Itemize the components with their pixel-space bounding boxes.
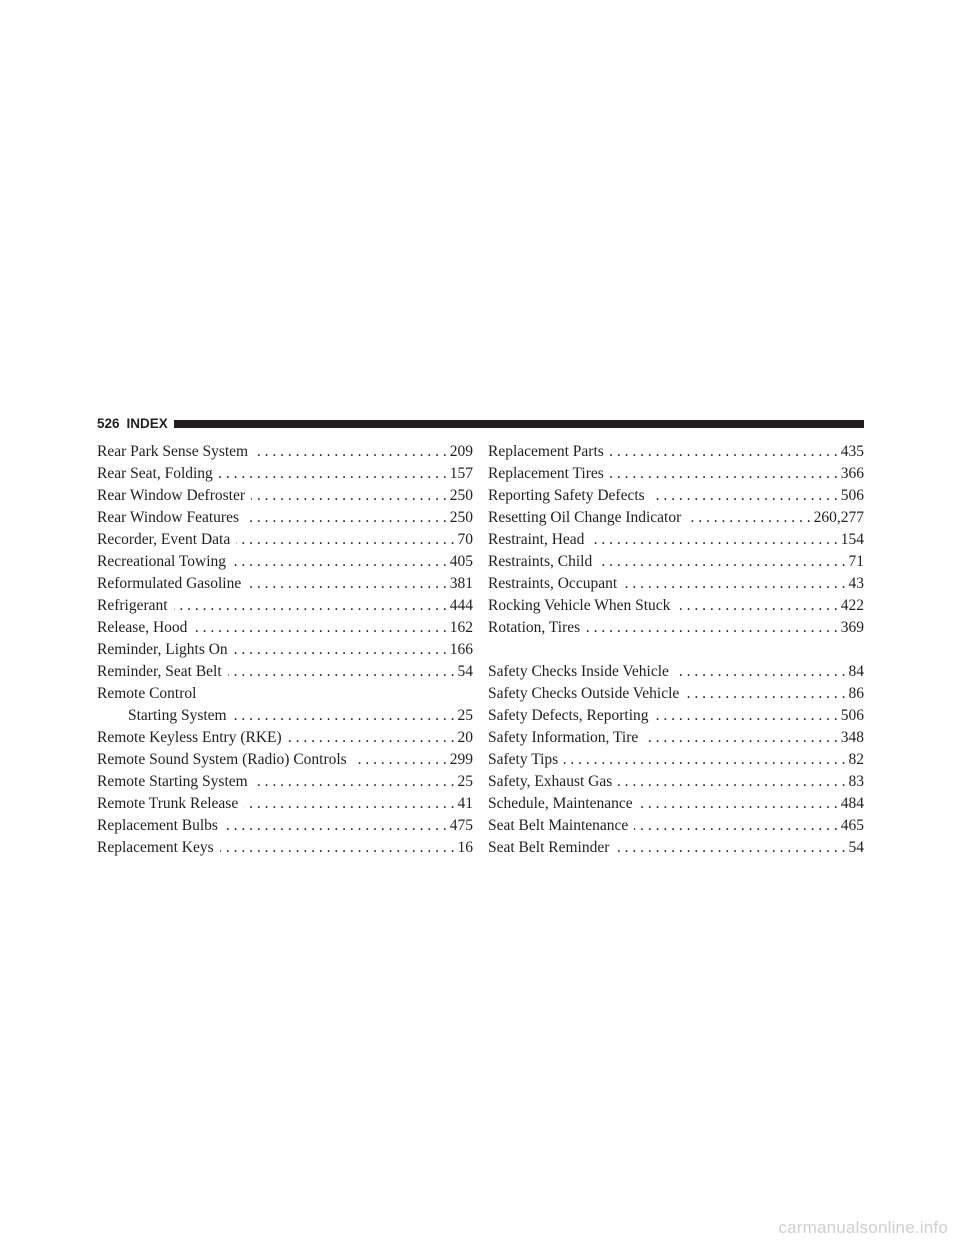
index-page-ref: 70 [457, 531, 473, 548]
index-entry [97, 573, 473, 595]
dot-leader [254, 441, 447, 463]
index-term: Safety, Exhaust Gas [488, 773, 613, 790]
index-term: Rotation, Tires [488, 619, 581, 636]
dot-leader [220, 837, 455, 859]
index-page-ref: 166 [449, 641, 473, 658]
index-term: Remote Keyless Entry (RKE) [97, 729, 282, 746]
index-term: Refrigerant [97, 597, 168, 614]
dot-leader [193, 617, 446, 639]
dot-leader [651, 485, 838, 507]
index-page-ref: 82 [848, 751, 864, 768]
dot-leader [232, 551, 447, 573]
index-term: Release, Hood [97, 619, 188, 636]
index-entry [488, 815, 864, 837]
index-term: Schedule, Maintenance [488, 795, 633, 812]
index-entry [97, 771, 473, 793]
index-entry [97, 727, 473, 749]
index-entry [488, 595, 864, 617]
index-term: Recorder, Event Data [97, 531, 231, 548]
index-entry [488, 837, 864, 859]
dot-leader [598, 551, 845, 573]
index-page-ref: 157 [449, 465, 473, 482]
index-term: Restraints, Child [488, 553, 593, 570]
index-entry [97, 661, 473, 683]
header-rule [174, 420, 864, 428]
dot-leader [228, 661, 455, 683]
index-page-ref: 83 [848, 773, 864, 790]
index-page-ref: 84 [848, 663, 864, 680]
index-term: Replacement Bulbs [97, 817, 218, 834]
dot-leader [234, 639, 447, 661]
dot-leader [618, 771, 845, 793]
index-entry [488, 551, 864, 573]
dot-leader [655, 705, 838, 727]
index-group-spacer [488, 639, 864, 661]
index-page-ref: 369 [840, 619, 864, 636]
index-page-ref: 25 [457, 707, 473, 724]
dot-leader [245, 507, 447, 529]
index-page-ref: 506 [840, 707, 864, 724]
index-entry [97, 617, 473, 639]
index-term: Reporting Safety Defects [488, 487, 645, 504]
index-entry [97, 485, 473, 507]
index-term: Starting System [128, 707, 227, 724]
index-entry [97, 595, 473, 617]
index-term: Remote Starting System [97, 773, 248, 790]
index-entry [488, 683, 864, 705]
dot-leader [590, 529, 837, 551]
index-entry [97, 837, 473, 859]
index-entry [488, 507, 864, 529]
dot-leader [353, 749, 447, 771]
index-entry [488, 727, 864, 749]
dot-leader [639, 793, 838, 815]
index-page-ref: 71 [848, 553, 864, 570]
index-page-ref: 250 [449, 509, 473, 526]
index-page-ref: 43 [848, 575, 864, 592]
index-term: Remote Control [97, 685, 197, 702]
index-page-ref: 260,277 [813, 509, 864, 526]
index-page-ref: 465 [840, 817, 864, 834]
index-entry [488, 771, 864, 793]
index-page-ref: 475 [449, 817, 473, 834]
index-term: Safety Checks Inside Vehicle [488, 663, 669, 680]
index-term: Restraint, Head [488, 531, 585, 548]
dot-leader [687, 507, 810, 529]
dot-leader [251, 485, 447, 507]
index-page-ref: 299 [449, 751, 473, 768]
index-column-left [97, 441, 473, 859]
dot-leader [564, 749, 845, 771]
index-entry [97, 639, 473, 661]
index-entry [488, 661, 864, 683]
index-term: Rocking Vehicle When Stuck [488, 597, 671, 614]
index-entry [97, 551, 473, 573]
index-page-ref: 484 [840, 795, 864, 812]
index-term: Safety Checks Outside Vehicle [488, 685, 680, 702]
index-page-ref: 444 [449, 597, 473, 614]
index-entry [97, 793, 473, 815]
index-page-ref: 405 [449, 553, 473, 570]
index-entry [488, 749, 864, 771]
index-page-ref: 54 [457, 663, 473, 680]
index-page-ref: 209 [449, 443, 473, 460]
index-term: Safety Defects, Reporting [488, 707, 649, 724]
index-entry [97, 815, 473, 837]
index-term: Replacement Parts [488, 443, 604, 460]
index-entry [488, 573, 864, 595]
index-term: Restraints, Occupant [488, 575, 618, 592]
index-term: Rear Seat, Folding [97, 465, 213, 482]
index-entry [488, 463, 864, 485]
index-page-ref: 20 [457, 729, 473, 746]
index-entry [488, 705, 864, 727]
index-entry [488, 793, 864, 815]
index-term: Recreational Towing [97, 553, 227, 570]
dot-leader [254, 771, 455, 793]
dot-leader [615, 837, 845, 859]
index-entry [97, 683, 473, 705]
index-term: Rear Park Sense System [97, 443, 249, 460]
index-entry [488, 529, 864, 551]
index-term: Replacement Tires [488, 465, 604, 482]
index-term: Replacement Keys [97, 839, 214, 856]
index-page-ref: 435 [840, 443, 864, 460]
dot-leader [685, 683, 845, 705]
index-entry [97, 749, 473, 771]
index-term: Reformulated Gasoline [97, 575, 242, 592]
dot-leader [623, 573, 845, 595]
index-page-ref: 41 [457, 795, 473, 812]
index-term: Rear Window Features [97, 509, 239, 526]
watermark: carmanualsonline.info [778, 1218, 948, 1237]
index-entry [97, 441, 473, 463]
index-page-ref: 348 [840, 729, 864, 746]
index-entry [488, 485, 864, 507]
index-page-ref: 154 [840, 531, 864, 548]
index-entry [97, 507, 473, 529]
dot-leader [610, 463, 838, 485]
index-term: Reminder, Seat Belt [97, 663, 222, 680]
index-page-ref: 250 [449, 487, 473, 504]
index-term: Seat Belt Reminder [488, 839, 610, 856]
page-number: 526 [97, 416, 120, 431]
dot-leader [675, 661, 846, 683]
dot-leader [288, 727, 455, 749]
page-header [97, 416, 864, 432]
index-page-ref: 86 [848, 685, 864, 702]
dot-leader [233, 705, 455, 727]
dot-leader [224, 815, 447, 837]
index-entry [97, 705, 473, 727]
dot-leader [174, 595, 447, 617]
index-column-right [488, 441, 864, 859]
index-entry [97, 529, 473, 551]
index-page-ref: 381 [449, 575, 473, 592]
dot-leader [244, 793, 454, 815]
index-term: Seat Belt Maintenance [488, 817, 629, 834]
index-page-ref: 506 [840, 487, 864, 504]
dot-leader [219, 463, 447, 485]
index-entry [97, 463, 473, 485]
dot-leader [610, 441, 838, 463]
index-page-ref: 162 [449, 619, 473, 636]
index-page-ref: 54 [848, 839, 864, 856]
index-term: Reminder, Lights On [97, 641, 228, 658]
index-term: Remote Trunk Release [97, 795, 239, 812]
dot-leader [676, 595, 837, 617]
section-title: INDEX [126, 416, 168, 431]
dot-leader [644, 727, 838, 749]
index-entry [488, 617, 864, 639]
dot-leader [634, 815, 837, 837]
index-term: Resetting Oil Change Indicator [488, 509, 682, 526]
index-page-ref: 16 [457, 839, 473, 856]
index-page-ref: 422 [840, 597, 864, 614]
dot-leader [236, 529, 454, 551]
index-page-ref: 25 [457, 773, 473, 790]
dot-leader [247, 573, 447, 595]
index-page-ref: 366 [840, 465, 864, 482]
index-term: Safety Tips [488, 751, 559, 768]
dot-leader [586, 617, 838, 639]
index-term: Remote Sound System (Radio) Controls [97, 751, 347, 768]
index-term: Rear Window Defroster [97, 487, 246, 504]
index-entry [488, 441, 864, 463]
index-term: Safety Information, Tire [488, 729, 639, 746]
